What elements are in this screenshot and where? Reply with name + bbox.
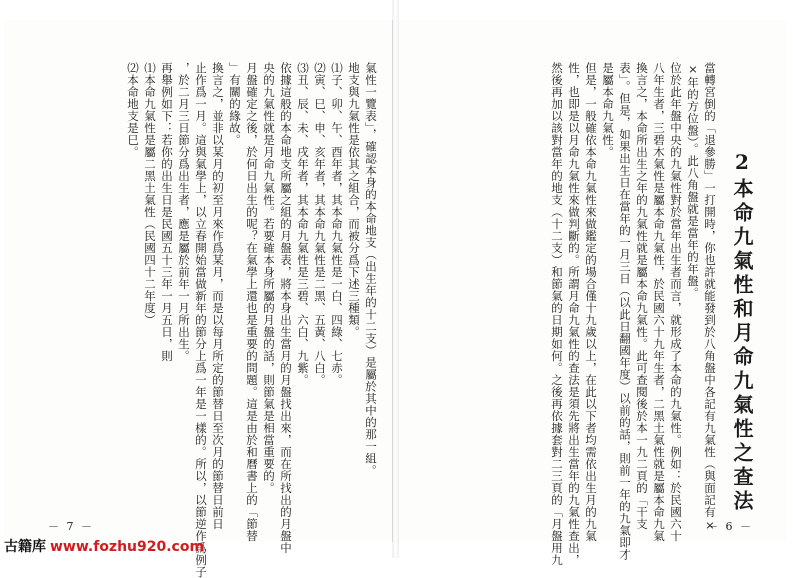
text-line: ⑵本命地支是巳。 [126,62,140,158]
text-line: ⑴本命九氣性是屬二黑土氣性（民國四十二年度） [143,62,157,326]
text-line: 位於此年盤中央的九氣性對於當年出生者而言，就形成了本命的九氣性。例如：於民國六十 [669,62,683,542]
watermark-url: www.fozhu920.com [50,539,205,555]
text-line: 月盤確定之後，於何日出生的呢？在氣學上還也是重要的問題。這是由於和曆書上的「節替 [245,62,259,542]
text-line: 地支與九氣性是依其之組合，而被分爲下述三種類。 [347,62,361,338]
text-line: 再舉例如下：若你的出生日是民國五十三年一月五日，則 [160,62,174,362]
section-title: 2本命九氣性和月命九氣性之查法 [730,150,754,514]
text-line: ，於二月三日節分爲出生者，應是屬於前年一月所出生。 [177,62,191,362]
page-number: － 7 － [48,520,94,533]
text-line: 然後再加以該對當年的地支（十二支）和節氣的日期如何。之後再依據套對二三頁的「月盤用九 [550,62,564,566]
text-line: 性，也即是以月命九氣性來做判斷的。所謂月命九氣性的查法是須先將出生當年的九氣性查出， [567,62,581,566]
text-line: ⑵寅、巳、申、亥年者，其本命九氣性是二黑、五黃、八白。 [313,62,327,386]
text-line: ⑴子、卯、午、酉年者，其本命九氣性是一白、四綠、七赤。 [330,62,344,386]
text-line: 換言之，並非以某月的初至月來作爲某月，而是以每月所定的節替日至次月的節替日前日 [211,62,225,530]
right-page-text [417,62,717,566]
text-line: 表」。但是，如果出生日在當年的一月三日（以此日翻國年度）以前的話，則前一年的九氣即才 [618,62,632,561]
right-page [399,20,787,566]
text-line: 」有關的緣故。 [228,62,242,146]
text-line: 是屬本命九氣性。 [601,62,615,158]
text-line: 八年生者，三碧木氣性是屬本命九氣性，於民國六十九年生者，二黑土氣性就是屬本命九氣 [652,62,666,542]
text-line: 氣性一覽表」，確認本身的本命地支（出生年的十二支）是屬於其中的那一組。 [364,62,378,477]
text-line: ⑶丑、辰、未、戌年者，其本命九氣性是三碧、六白、九紫。 [296,62,310,386]
text-line: 央的九氣性就是月命九氣性。若要確本身所屬的月盤的話，則節氣是相當重要的。 [262,62,276,494]
left-page-text [28,62,378,578]
page-number: － 6 － [707,520,753,533]
watermark-site-name: 古籍库 [4,539,46,555]
text-line: 但是，一般確依本命九氣性來做鑑定的場合僅十九歲以上，在此以下者均需依出生月的九氣 [584,62,598,542]
text-line: 止作爲一月。這與氣學上，以立春開始當做新年的節分上爲一年是一樣的。所以，以節逆作爲例子 [194,62,208,578]
text-line: 當轉宮倒的「退參勝」一打開時，你也許就能發到於八角盤中各記有九氣性（與面記有× [703,62,717,533]
text-line: ×年的方位盤）。此八角盤就是當年的年盤。 [686,62,700,299]
text-line: 依據這般的本命地支所屬之組的月盤表，將本身出生當月的月盤找出來，而在所找出的月盤中 [279,62,293,554]
site-watermark [4,536,204,556]
book-gutter [392,0,399,558]
text-line: 換言之，本命所出生之年的九氣性就是屬本命九氣性。此可查閱後於本一九二頁的「干支 [635,62,649,530]
